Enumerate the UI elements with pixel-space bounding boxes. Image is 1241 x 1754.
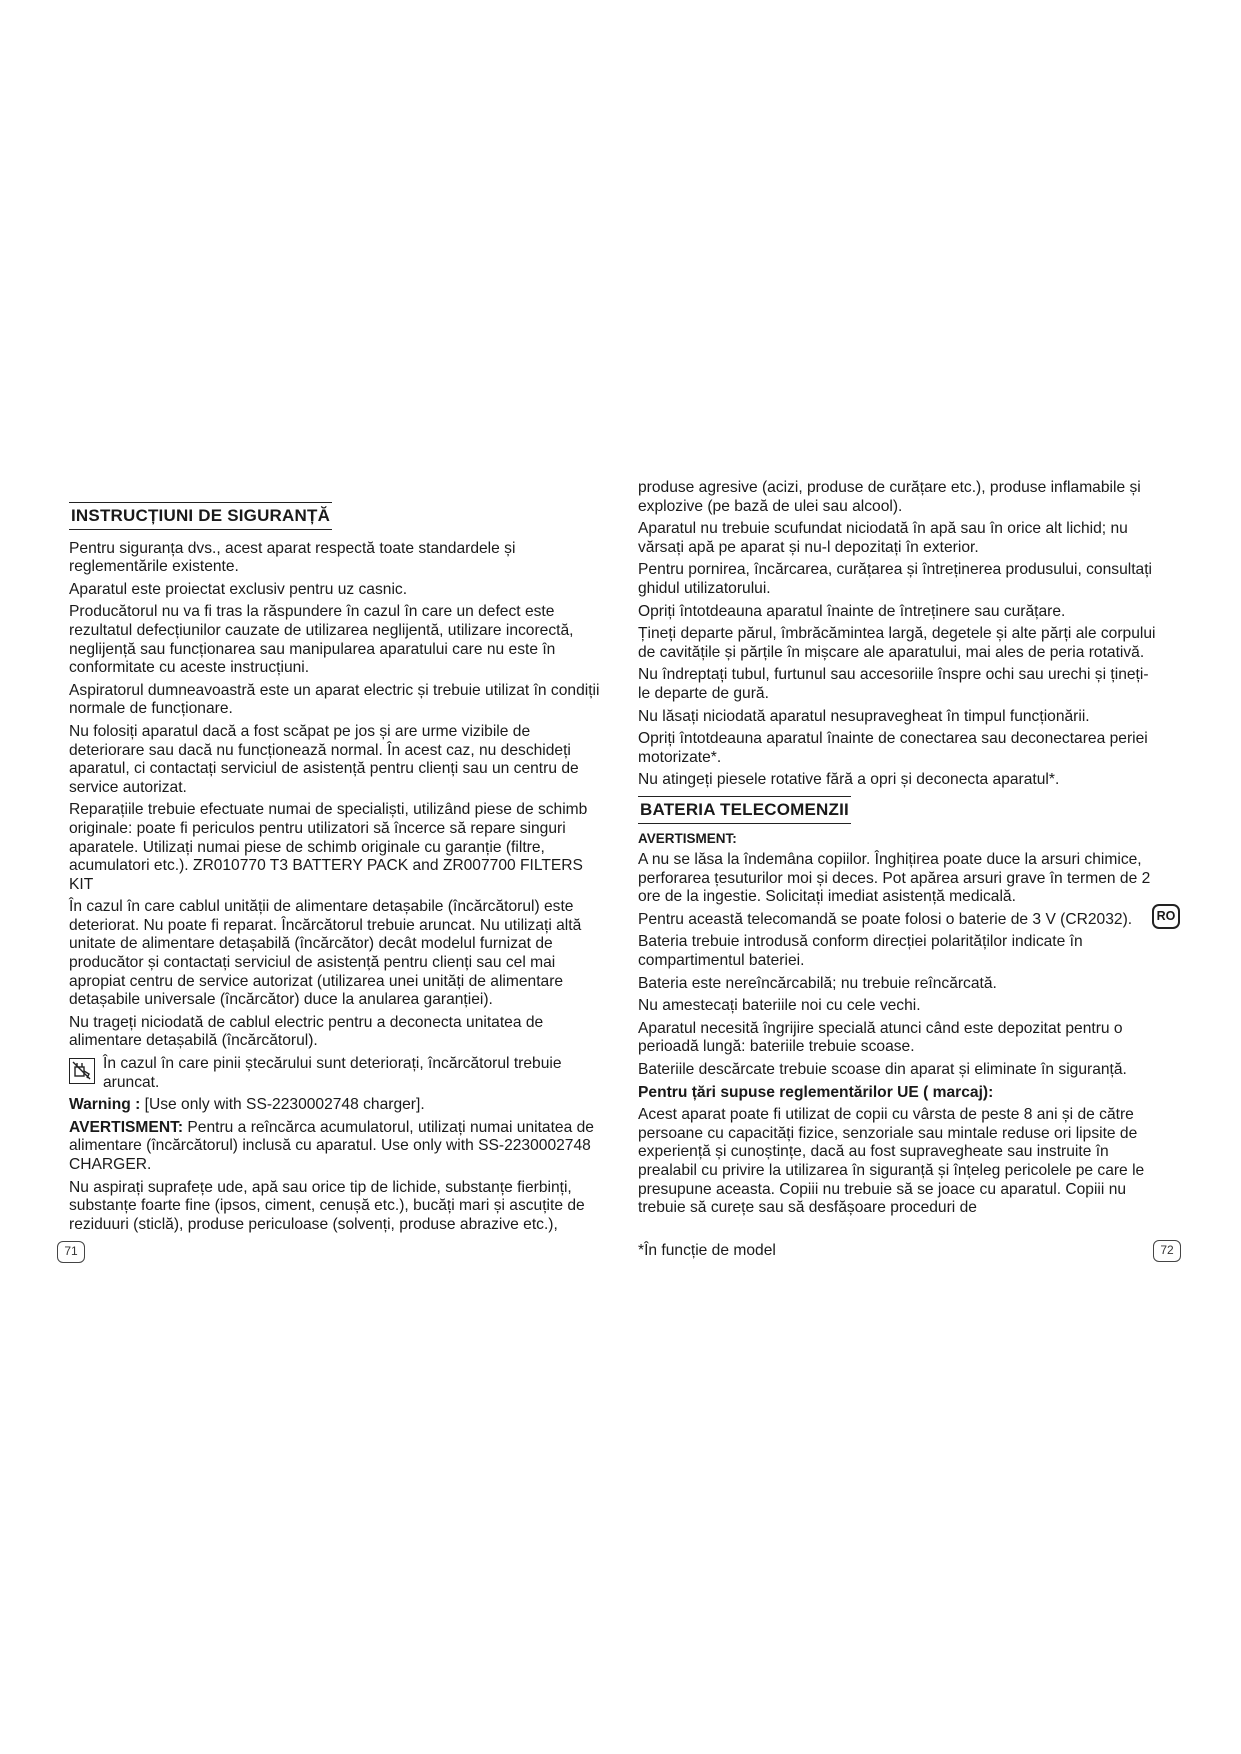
paragraph: Aspiratorul dumneavoastră este un aparat electric și trebuie utilizat în condiții normale de funcționare. — [69, 681, 600, 718]
avertisment-label: AVERTISMENT: — [69, 1118, 184, 1136]
left-page-column — [69, 502, 601, 1238]
paragraph: Nu trageți niciodată de cablul electric pentru a deconecta unitatea de alimentare detașabilă (încărcătorul). — [69, 1013, 544, 1050]
warning-paragraph — [69, 1096, 601, 1115]
right-page-column — [638, 479, 1158, 1222]
paragraph: Aparatul necesită îngrijire specială atunci când este depozitat pentru o perioadă lungă: bateriile trebuie scoase. — [638, 1019, 1123, 1056]
paragraph: În cazul în care pinii ștecărului sunt deteriorați, încărcătorul trebuie aruncat. — [103, 1055, 562, 1091]
avertisment-subheading: AVERTISMENT: — [638, 830, 737, 846]
page-number-right: 72 — [1153, 1240, 1181, 1262]
paragraph: produse agresive (acizi, produse de curățare etc.), produse inflamabile și explozive (pe bază de ulei sau alcool). — [638, 479, 1141, 515]
footnote: *În funcție de model — [638, 1242, 776, 1259]
avertisment-paragraph — [69, 1119, 601, 1175]
paragraph: Nu atingeți piesele rotative fără a opri și deconecta aparatul*. — [638, 771, 1060, 789]
paragraph: Pentru pornirea, încărcarea, curățarea și întreținerea produsului, consultați ghidul utilizatorului. — [638, 561, 1153, 597]
warning-label: Warning : — [69, 1096, 141, 1114]
paragraph: Bateriile descărcate trebuie scoase din aparat și eliminate în siguranță. — [638, 1061, 1127, 1079]
page-number-left: 71 — [57, 1241, 85, 1263]
safety-instructions-heading: INSTRUCȚIUNI DE SIGURANȚĂ — [69, 502, 332, 530]
warning-text: [Use only with SS-2230002748 charger]. — [140, 1096, 425, 1114]
paragraph: Nu aspirați suprafețe ude, apă sau orice tip de lichide, substanțe fierbinți, substanțe foarte fine (ipsos, ciment, cenușă etc.), bucăți mari și ascuțite de reziduuri (sticlă), produse periculoase (solvenți, produse abrazive etc.), — [69, 1178, 585, 1233]
paragraph: A nu se lăsa la îndemâna copiilor. Înghițirea poate duce la arsuri chimice, perforarea țesuturilor moi și deces. Pot apărea arsuri grave în termen de 2 ore de la ingestie. Solicitați imediat asistență medicală. — [638, 851, 1151, 906]
paragraph: Aparatul nu trebuie scufundat niciodată în apă sau în orice alt lichid; nu vărsați apă pe aparat și nu-l depozitați în exterior. — [638, 520, 1128, 556]
avertisment-text: Pentru a reîncărca acumulatorul, utilizați numai unitatea de alimentare (încărcătorul) inclusă cu aparatul. Use only with SS-2230002748 CHARGER. — [69, 1118, 594, 1173]
language-badge: RO — [1152, 904, 1180, 929]
paragraph: Aparatul este proiectat exclusiv pentru uz casnic. — [69, 580, 408, 598]
paragraph: Reparațiile trebuie efectuate numai de specialiști, utilizând piese de schimb originale: poate fi periculos pentru utilizatori să încerce să repare singuri aparatele. Utilizați numai piese de schimb originale cu garanție (filtre, acumulatori etc.). ZR010770 T3 BATTERY PACK and ZR007700 FILTERS KIT — [69, 801, 588, 893]
paragraph: În cazul în care cablul unității de alimentare detașabile (încărcătorul) este deteriorat. Nu poate fi reparat. Încărcătorul trebuie aruncat. Nu utilizați altă unitate de alimentare detașabilă (încărcător) decât modelul furnizat de producător și contactați serviciul de asistență pentru clienți sau cel mai apropiat centru de service autorizat (utilizarea unei unități de alimentare detașabile universale (încărcător) duce la anularea garanției). — [69, 898, 582, 1009]
eu-heading: Pentru țări supuse reglementărilor UE ( marcaj): — [638, 1083, 994, 1101]
paragraph: Nu amestecați bateriile noi cu cele vechi. — [638, 997, 921, 1015]
damaged-plug-icon — [69, 1058, 95, 1084]
paragraph: Pentru siguranța dvs., acest aparat respectă toate standardele și reglementările existente. — [69, 539, 516, 576]
paragraph: Pentru această telecomandă se poate folosi o baterie de 3 V (CR2032). — [638, 910, 1133, 928]
paragraph: Acest aparat poate fi utilizat de copii cu vârsta de peste 8 ani și de către persoane cu capacități fizice, senzoriale sau mintale reduse ori lipsite de experiență și cunoștințe, dacă au fost supravegheate sau instruite în prealabil cu privire la utilizarea în siguranță și înțeleg pericolele pe care le presupune aceasta. Copiii nu trebuie să se joace cu aparatul. Copiii nu trebuie să curețe sau să desfășoare proceduri de — [638, 1106, 1145, 1217]
paragraph: Bateria trebuie introdusă conform direcției polarităților indicate în compartimentul bateriei. — [638, 933, 1083, 970]
paragraph: Nu îndreptați tubul, furtunul sau accesoriile înspre ochi sau urechi și țineți-le departe de gură. — [638, 666, 1149, 702]
paragraph: Nu lăsați niciodată aparatul nesupravegheat în timpul funcționării. — [638, 707, 1090, 725]
damaged-plug-note — [69, 1055, 601, 1096]
paragraph: Opriți întotdeauna aparatul înainte de întreținere sau curățare. — [638, 602, 1066, 620]
remote-battery-heading: BATERIA TELECOMENZII — [638, 796, 851, 824]
paragraph: Opriți întotdeauna aparatul înainte de conectarea sau deconectarea periei motorizate*. — [638, 730, 1148, 766]
paragraph: Producătorul nu va fi tras la răspundere în cazul în care un defect este rezultatul defecțiunilor cauzate de utilizarea neglijentă, utilizare incorectă, neglijență sau funcționarea sau manipularea aparatului care nu este în conformitate cu aceste instrucțiuni. — [69, 603, 574, 677]
paragraph: Țineți departe părul, îmbrăcămintea largă, degetele și alte părți ale corpului de cavitățile și părțile în mișcare ale aparatului, mai ales de peria rotativă. — [638, 625, 1156, 661]
paragraph: Bateria este nereîncărcabilă; nu trebuie reîncărcată. — [638, 974, 997, 992]
paragraph: Nu folosiți aparatul dacă a fost scăpat pe jos și are urme vizibile de deteriorare sau dacă nu funcționează normal. În acest caz, nu deschideți aparatul, ci contactați serviciul de asistență pentru clienți sau un centru de service autorizat. — [69, 722, 579, 796]
